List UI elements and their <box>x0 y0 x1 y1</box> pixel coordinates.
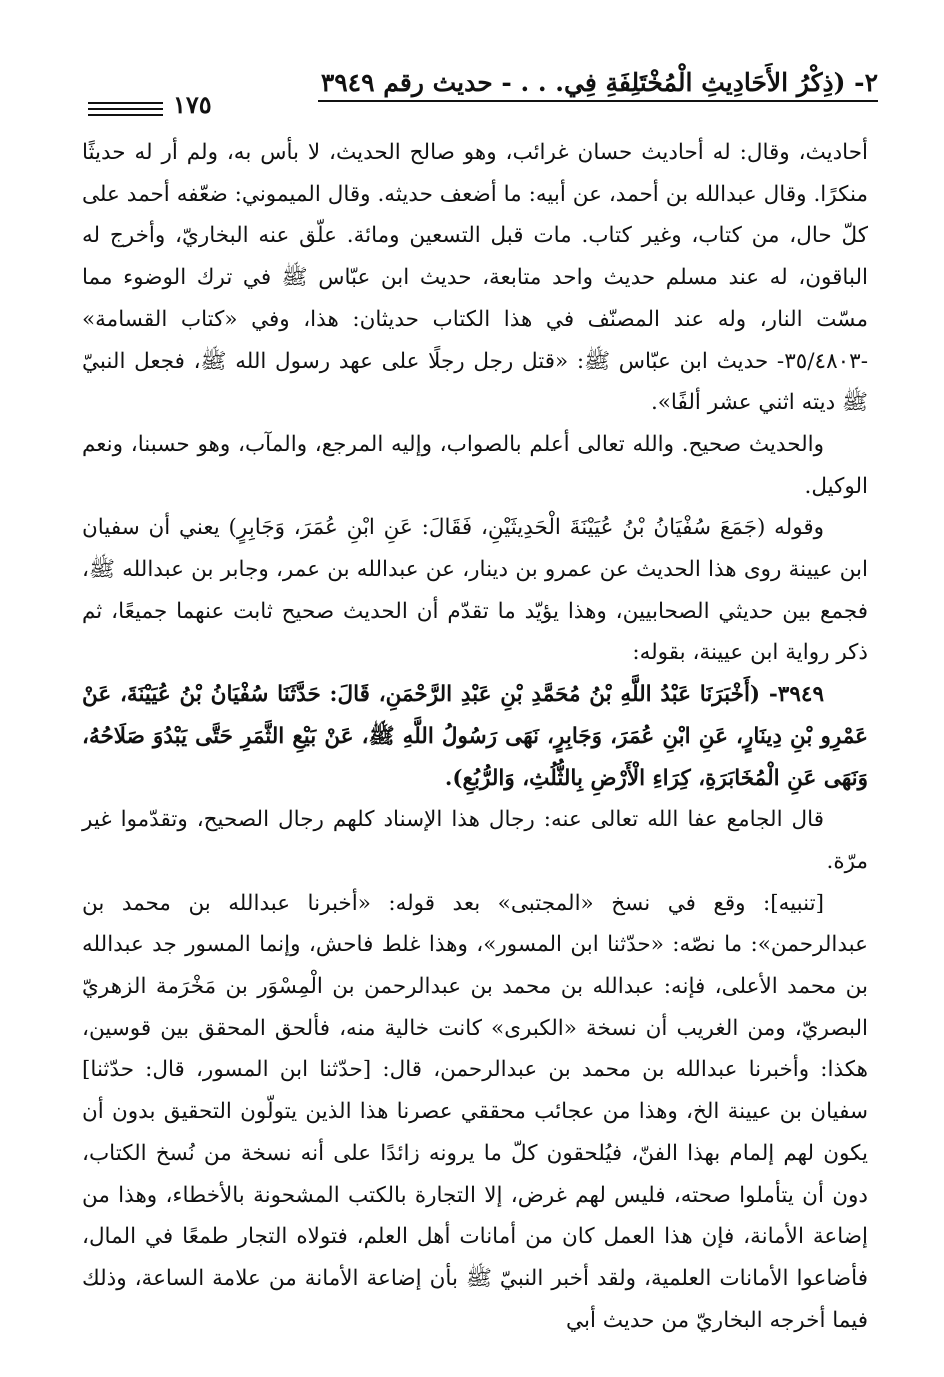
header-rule <box>318 100 878 102</box>
body-text <box>82 132 868 1341</box>
paragraph-narrator-bio: أحاديث، وقال: له أحاديث حسان غرائب، وهو صالح الحديث، لا بأس به، ولم أر له حديثًا منكرًا. وقال عبدالله بن أحمد، عن أبيه: ما أضعف حديثه. وقال الميموني: ضعّفه أحمد على كلّ حال، من كتاب، وغير كتاب. مات قبل التسعين ومائة. علّق عنه البخاريّ، وأخرج له الباقون، له عند مسلم حديث واحد متابعة، حديث ابن عبّاس ﷺ في ترك الوضوء مما مسّت النار، وله عند المصنّف في هذا الكتاب حديثان: هذا، وفي «كتاب القسامة» -٣٥/٤٨٠٣- حديث ابن عبّاس ﷺ: «قتل رجل رجلًا على عهد رسول الله ﷺ، فجعل النبيّ ﷺ ديته اثني عشر ألفًا». <box>82 140 868 416</box>
header-rule-left <box>88 108 163 110</box>
paragraph-tanbih: [تنبيه]: وقع في نسخ «المجتبى» بعد قوله: «أخبرنا عبدالله بن محمد بن عبدالرحمن»: ما نصّه: «حدّثنا ابن المسور»، وهذا غلط فاحش، وإنما المسور جد عبدالله بن محمد الأعلى، فإنه: عبدالله بن محمد بن عبدالرحمن بن الْمِسْوَر بن مَخْرَمة الزهريّ البصريّ، ومن الغريب أن نسخة «الكبرى» كانت خالية منه، فألحق المحقق بين قوسين، هكذا: وأخبرنا عبدالله بن محمد بن عبدالرحمن، قال: [حدّثنا ابن المسور، قال: حدّثنا] سفيان بن عيينة الخ، وهذا من عجائب محققي عصرنا هذا الذين يتولّون التحقيق بدون أن يكون لهم إلمام بهذا الفنّ، فيُلحقون كلّ ما يرونه زائدًا على أنه نسخة من نُسخ الكتاب، دون أن يتأملوا صحته، فليس لهم غرض، إلا التجارة بالكتب المشحونة بالأخطاء، وهذا من إضاعة الأمانة، فإن هذا العمل كان من أمانات أهل العلم، فتولاه التجار طمعًا في المال، فأضاعوا الأمانات العلمية، ولقد أخبر النبيّ ﷺ بأن إضاعة الأمانة من علامة الساعة، وذلك فيما أخرجه البخاريّ من حديث أبي <box>82 890 868 1333</box>
header-title: ٢- (ذِكْرُ الأَحَادِيثِ الْمُخْتَلِفَةِ فِي. . . - حديث رقم ٣٩٤٩ <box>320 68 878 97</box>
paragraph-commentary: وقوله (جَمَعَ سُفْيَانُ بْنُ عُيَيْنَةَ الْحَدِيثَيْنِ، فَقَالَ: عَنِ ابْنِ عُمَرَ، وَجَابِرٍ) يعني أن سفيان ابن عيينة روى هذا الحديث عن عمرو بن دينار، عن عبدالله بن عمر، وجابر بن عبدالله ﷺ، فجمع بين حديثي الصحابيين، وهذا يؤيّد ما تقدّم أن الحديث صحيح ثابت عنهما جميعًا، ثم ذكر رواية ابن عيينة، بقوله: <box>82 515 868 666</box>
page-number: ١٧٥ <box>173 90 212 119</box>
header-rule-left <box>88 102 163 104</box>
paragraph-hadith-3949: ٣٩٤٩- (أَخْبَرَنَا عَبْدُ اللَّهِ بْنُ مُحَمَّدِ بْنِ عَبْدِ الرَّحْمَنِ، قَالَ: حَدَّثَنَا سُفْيَانُ بْنُ عُيَيْنَةَ، عَنْ عَمْرِو بْنِ دِينَارٍ، عَنِ ابْنِ عُمَرَ، وَجَابِرٍ، نَهَى رَسُولُ اللَّهِ ﷺ، عَنْ بَيْعِ الثَّمَرِ حَتَّى يَبْدُوَ صَلَاحُهُ، وَنَهَى عَنِ الْمُخَابَرَةِ، كِرَاءِ الْأَرْضِ بِالثُّلُثِ، وَالرُّبُعِ). <box>82 682 868 791</box>
paragraph-authenticity: والحديث صحيح. والله تعالى أعلم بالصواب، وإليه المرجع، والمآب، وهو حسبنا، ونعم الوكيل. <box>82 431 868 499</box>
paragraph-isnad-note: قال الجامع عفا الله تعالى عنه: رجال هذا الإسناد كلهم رجال الصحيح، وتقدّموا غير مرّة. <box>82 807 868 874</box>
running-header <box>88 62 878 120</box>
header-rule-left <box>88 114 163 116</box>
